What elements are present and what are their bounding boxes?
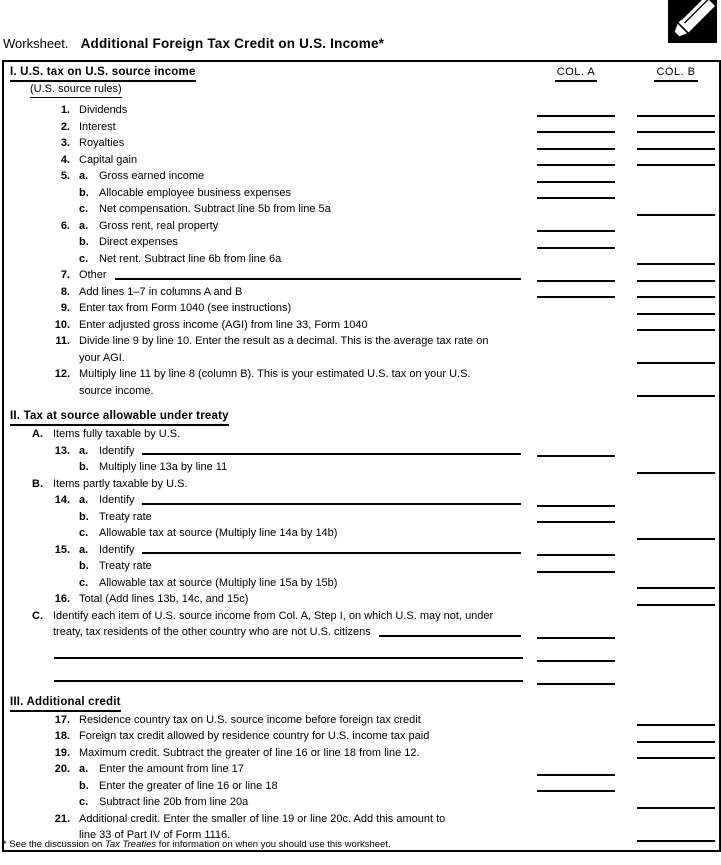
write-in-line[interactable]: [379, 635, 521, 637]
amount-blank-col-a[interactable]: [537, 148, 615, 150]
row-section-letter: B.: [32, 477, 43, 490]
worksheet-row: [4, 267, 719, 284]
row-number-spacer: [30, 525, 70, 542]
row-content: [4, 152, 523, 169]
row-number: 9.: [60, 302, 70, 314]
amount-blank-col-a[interactable]: [537, 164, 615, 166]
amount-blank-col-a[interactable]: [537, 521, 615, 523]
row-text: Multiply line 13a by line 11: [99, 461, 228, 473]
amount-blank-col-a[interactable]: [537, 115, 615, 117]
row-content: [4, 745, 523, 762]
section: [4, 695, 719, 844]
worksheet-row: [4, 794, 719, 811]
row-number: 15.: [54, 543, 70, 556]
worksheet-row: [4, 317, 719, 334]
section-subheading: [4, 82, 719, 99]
row-text-continued: source income.: [79, 384, 154, 397]
footnote-italic: Tax Treaties: [104, 839, 157, 850]
row-line-1: [4, 608, 523, 625]
row-text: Subtract line 20b from line 20a: [99, 796, 249, 808]
worksheet-row: [4, 201, 719, 218]
row-line-1: [4, 251, 523, 268]
row-number: 5.: [60, 170, 70, 182]
row-content: [4, 509, 523, 526]
worksheet-row: [4, 728, 719, 745]
amount-blank-col-b[interactable]: [637, 263, 715, 265]
row-content: [4, 728, 523, 745]
row-number: 10.: [54, 318, 70, 331]
amount-blank-col-a[interactable]: [537, 505, 615, 507]
row-text: Identify each item of U.S. source income from Col. A, Step I, on which U.S. may not, under: [53, 609, 494, 622]
worksheet-row: [4, 761, 719, 778]
row-text: Multiply line 11 by line 8 (column B). This is your estimated U.S. tax on your U.S.: [79, 368, 471, 380]
row-number-spacer: [30, 558, 70, 575]
row-content: [4, 794, 523, 811]
row-line-1: [4, 366, 523, 383]
row-text: Residence country tax on U.S. source income before foreign tax credit: [79, 713, 421, 726]
row-content: [4, 267, 523, 284]
amount-blank-col-b[interactable]: [637, 296, 715, 298]
worksheet-row: [4, 234, 719, 251]
title-main: Additional Foreign Tax Credit on U.S. Income*: [80, 36, 385, 51]
row-number: 20.: [54, 763, 70, 775]
row-subletter: b.: [79, 186, 89, 199]
row-line-1: [4, 426, 523, 443]
amount-blank-col-a[interactable]: [537, 683, 615, 685]
amount-blank-col-b[interactable]: [637, 741, 715, 743]
row-content: [4, 476, 523, 493]
row-line-1: [4, 317, 523, 334]
row-text: Items partly taxable by U.S.: [53, 477, 188, 490]
row-text: Enter adjusted gross income (AGI) from line 33, Form 1040: [79, 318, 368, 331]
row-text: Gross rent, real property: [99, 219, 219, 232]
row-number: 13.: [54, 444, 70, 457]
worksheet-row: [4, 284, 719, 301]
row-number-spacer: [30, 201, 70, 218]
worksheet-row: [4, 575, 719, 592]
worksheet-row: [4, 558, 719, 575]
row-content: [4, 102, 523, 119]
amount-blank-col-a[interactable]: [537, 197, 615, 199]
amount-blank-col-a[interactable]: [537, 774, 615, 776]
row-text: Capital gain: [79, 153, 138, 166]
row-number-spacer: [30, 575, 70, 592]
row-line-1: [4, 712, 523, 729]
amount-blank-col-b[interactable]: [637, 538, 715, 540]
worksheet-row: [4, 135, 719, 152]
row-text: Royalties: [79, 137, 125, 149]
row-content: [4, 426, 523, 443]
row-content: [4, 443, 523, 460]
row-section-letter: A.: [32, 428, 43, 440]
row-text: Allowable tax at source (Multiply line 14a by 14b): [99, 527, 338, 539]
row-number: 7.: [60, 269, 70, 281]
row-content: [4, 185, 523, 202]
write-in-line[interactable]: [142, 552, 521, 554]
row-number: 6.: [60, 219, 70, 232]
worksheet-row: [4, 443, 719, 460]
worksheet-row: [4, 492, 719, 509]
row-text: Other: [79, 269, 107, 281]
row-line-1: [4, 234, 523, 251]
row-text: Add lines 1–7 in columns A and B: [79, 285, 243, 298]
row-content: [4, 525, 523, 542]
worksheet-row: [4, 152, 719, 169]
worksheet-row: [4, 509, 719, 526]
row-line-1: [4, 102, 523, 119]
section-heading: [4, 695, 719, 712]
amount-blank-col-a[interactable]: [537, 554, 615, 556]
col-b-header: COL. B: [637, 65, 715, 82]
row-number: 8.: [60, 285, 70, 298]
amount-blank-col-a[interactable]: [537, 181, 615, 183]
amount-blank-col-a[interactable]: [537, 790, 615, 792]
worksheet-box: [2, 60, 721, 852]
row-text: Total (Add lines 13b, 14c, and 15c): [79, 593, 249, 605]
worksheet-row: [4, 102, 719, 119]
row-line-1: [4, 811, 523, 828]
section: [4, 409, 719, 687]
row-line-1: [4, 267, 523, 284]
row-subletter: a.: [79, 170, 89, 182]
row-number-spacer: [30, 185, 70, 202]
row-text: Treaty rate: [99, 560, 152, 572]
amount-blank-col-b[interactable]: [637, 472, 715, 474]
row-line-1: [4, 558, 523, 575]
title-prefix: Worksheet.: [3, 36, 69, 51]
row-line-1: [4, 168, 523, 185]
row-number-spacer: [30, 459, 70, 476]
row-text: Allowable tax at source (Multiply line 15a by 15b): [99, 576, 338, 589]
worksheet-title: [3, 36, 384, 51]
row-line-1: [4, 794, 523, 811]
row-text: Direct expenses: [99, 236, 178, 248]
amount-blank-col-a[interactable]: [537, 247, 615, 249]
worksheet-row: [4, 333, 719, 366]
row-content: [4, 333, 523, 366]
row-content: [4, 542, 523, 559]
section: [4, 65, 719, 399]
row-subletter: c.: [79, 252, 89, 265]
row-text: Net compensation. Subtract line 5b from line 5a: [99, 203, 331, 215]
amount-blank-col-b[interactable]: [637, 807, 715, 809]
row-line-1: [4, 119, 523, 136]
row-number: 4.: [60, 153, 70, 166]
row-content: [4, 366, 523, 399]
row-line-1: [4, 525, 523, 542]
amount-blank-col-b[interactable]: [637, 395, 715, 397]
worksheet-row: [4, 218, 719, 235]
amount-blank-col-b[interactable]: [637, 362, 715, 364]
row-subletter: b.: [79, 236, 89, 248]
worksheet-row: [4, 185, 719, 202]
row-line-1: [4, 492, 523, 509]
row-line-1: [4, 152, 523, 169]
row-line-1: [4, 218, 523, 235]
row-number: 21.: [54, 812, 70, 825]
row-text: Dividends: [79, 104, 128, 116]
worksheet-row: [4, 778, 719, 795]
row-line-1: [4, 284, 523, 301]
row-line-1: [4, 542, 523, 559]
row-line-1: [4, 333, 523, 350]
write-in-line[interactable]: [54, 680, 523, 682]
row-content: [4, 761, 523, 778]
row-content: [4, 300, 523, 317]
row-content: [4, 591, 523, 608]
footnote-post: for information on when you should use this worksheet.: [156, 839, 391, 850]
footnote-pre: * See the discussion on: [3, 839, 105, 850]
row-number-spacer: [30, 509, 70, 526]
write-in-line[interactable]: [142, 503, 521, 505]
worksheet-row: [4, 712, 719, 729]
worksheet-row: [4, 459, 719, 476]
amount-blank-col-b[interactable]: [637, 587, 715, 589]
amount-blank-col-a[interactable]: [537, 455, 615, 457]
row-line-1: [4, 591, 523, 608]
row-text: Enter the amount from line 17: [99, 763, 244, 775]
row-line-1: [4, 745, 523, 762]
worksheet-row: [4, 591, 719, 608]
pencil-icon: [668, 0, 717, 43]
section-heading-text: II. Tax at source allowable under treaty: [10, 409, 229, 426]
row-line-1: [4, 443, 523, 460]
row-subletter: b.: [79, 461, 89, 473]
row-text: Foreign tax credit allowed by residence country for U.S. income tax paid: [79, 730, 430, 742]
amount-blank-col-b[interactable]: [637, 280, 715, 282]
write-in-rule-row: [4, 641, 719, 664]
row-line-1: [4, 185, 523, 202]
row-line-1: [4, 135, 523, 152]
row-content: [4, 201, 523, 218]
amount-blank-col-b[interactable]: [637, 329, 715, 331]
amount-blank-col-b[interactable]: [637, 757, 715, 759]
worksheet-row: [4, 366, 719, 399]
row-subletter: a.: [79, 494, 89, 506]
amount-blank-col-a[interactable]: [537, 230, 615, 232]
row-text: Additional credit. Enter the smaller of line 19 or line 20c. Add this amount to: [79, 812, 446, 825]
row-content: [4, 459, 523, 476]
row-content: [4, 168, 523, 185]
amount-blank-col-a[interactable]: [537, 660, 615, 662]
row-text: Identify: [99, 543, 135, 556]
amount-blank-col-b[interactable]: [637, 313, 715, 315]
amount-blank-col-a[interactable]: [537, 131, 615, 133]
row-number: 3.: [60, 137, 70, 149]
row-line-1: [4, 761, 523, 778]
col-a-header: COL. A: [537, 65, 615, 82]
row-number: 18.: [54, 730, 70, 742]
row-subletter: a.: [79, 763, 89, 775]
row-line-1: [4, 728, 523, 745]
write-in-line[interactable]: [142, 453, 521, 455]
row-text: Net rent. Subtract line 6b from line 6a: [99, 252, 282, 265]
amount-blank-col-b[interactable]: [637, 214, 715, 216]
row-content: [4, 641, 523, 664]
row-content: [4, 575, 523, 592]
amount-blank-col-b[interactable]: [637, 164, 715, 166]
row-content: [4, 135, 523, 152]
row-section-letter: C.: [32, 609, 43, 622]
row-content: [4, 558, 523, 575]
row-content: [4, 119, 523, 136]
row-content: [4, 251, 523, 268]
row-text-continued: treaty, tax residents of the other country who are not U.S. citizens: [53, 626, 371, 638]
row-subletter: a.: [79, 543, 89, 556]
row-text: Identify: [99, 444, 135, 457]
row-text: Items fully taxable by U.S.: [53, 428, 181, 440]
section-heading: [4, 65, 719, 82]
row-number: 2.: [60, 120, 70, 133]
section-subheading-text: (U.S. source rules): [30, 82, 122, 98]
row-text: Divide line 9 by line 10. Enter the result as a decimal. This is the average tax rate on: [79, 335, 489, 347]
row-number-spacer: [30, 778, 70, 795]
row-text: Enter the greater of line 16 or line 18: [99, 779, 278, 792]
row-number-spacer: [30, 234, 70, 251]
footnote: [3, 839, 391, 850]
worksheet-row: [4, 608, 719, 641]
row-subletter: c.: [79, 203, 89, 215]
row-subletter: b.: [79, 779, 89, 792]
row-content: [4, 317, 523, 334]
row-text: Maximum credit. Subtract the greater of line 16 or line 18 from line 12.: [79, 746, 420, 759]
row-number: 16.: [54, 593, 70, 605]
row-subletter: c.: [79, 796, 89, 808]
amount-blank-col-b[interactable]: [637, 148, 715, 150]
row-number: 19.: [54, 746, 70, 759]
row-line-1: [4, 575, 523, 592]
worksheet-row: [4, 251, 719, 268]
row-content: [4, 234, 523, 251]
row-line-1: [4, 509, 523, 526]
row-text: Enter tax from Form 1040 (see instructions): [79, 302, 292, 314]
worksheet-row: [4, 119, 719, 136]
row-text: Identify: [99, 494, 135, 506]
row-content: [4, 608, 523, 641]
worksheet-row: [4, 426, 719, 443]
row-line-2: [4, 383, 523, 400]
row-number: 1.: [60, 104, 70, 116]
section-heading: [4, 409, 719, 426]
worksheet-row: [4, 525, 719, 542]
write-in-line[interactable]: [54, 657, 523, 659]
row-line-1: [4, 476, 523, 493]
row-subletter: a.: [79, 444, 89, 457]
amount-blank-col-a[interactable]: [537, 637, 615, 639]
row-number: 14.: [54, 494, 70, 506]
row-number: 17.: [54, 713, 70, 726]
worksheet-row: [4, 542, 719, 559]
row-subletter: a.: [79, 219, 89, 232]
row-number-spacer: [30, 794, 70, 811]
amount-blank-col-b[interactable]: [637, 840, 715, 842]
row-text-continued: your AGI.: [79, 351, 125, 364]
row-line-2: [4, 624, 523, 641]
amount-blank-col-b[interactable]: [637, 604, 715, 606]
row-line-2: [4, 350, 523, 367]
row-content: [4, 664, 523, 687]
row-content: [4, 492, 523, 509]
row-subletter: c.: [79, 576, 89, 589]
amount-blank-col-a[interactable]: [537, 280, 615, 282]
row-text: Allocable employee business expenses: [99, 186, 292, 199]
row-text-continued: line 33 of Part IV of Form 1116.: [79, 829, 231, 841]
amount-blank-col-a[interactable]: [537, 296, 615, 298]
row-line-1: [4, 459, 523, 476]
row-content: [4, 218, 523, 235]
worksheet-row: [4, 745, 719, 762]
row-line-1: [4, 778, 523, 795]
row-content: [4, 778, 523, 795]
worksheet-row: [4, 476, 719, 493]
amount-blank-col-a[interactable]: [537, 571, 615, 573]
amount-blank-col-b[interactable]: [637, 115, 715, 117]
row-number-spacer: [30, 251, 70, 268]
row-subletter: c.: [79, 527, 89, 539]
row-number: 12.: [54, 368, 70, 380]
section-heading-text: III. Additional credit: [10, 695, 121, 712]
amount-blank-col-b[interactable]: [637, 724, 715, 726]
worksheet-row: [4, 168, 719, 185]
row-line-1: [4, 300, 523, 317]
row-text: Treaty rate: [99, 510, 152, 523]
row-text: Interest: [79, 120, 116, 133]
row-text: Gross earned income: [99, 170, 205, 182]
row-subletter: b.: [79, 560, 89, 572]
row-content: [4, 712, 523, 729]
row-line-1: [4, 201, 523, 218]
row-content: [4, 284, 523, 301]
write-in-line[interactable]: [115, 278, 521, 280]
row-subletter: b.: [79, 510, 89, 523]
section-heading-text: I. U.S. tax on U.S. source income: [10, 65, 196, 82]
amount-blank-col-b[interactable]: [637, 131, 715, 133]
row-number: 11.: [55, 335, 70, 347]
write-in-rule-row: [4, 664, 719, 687]
worksheet-row: [4, 300, 719, 317]
